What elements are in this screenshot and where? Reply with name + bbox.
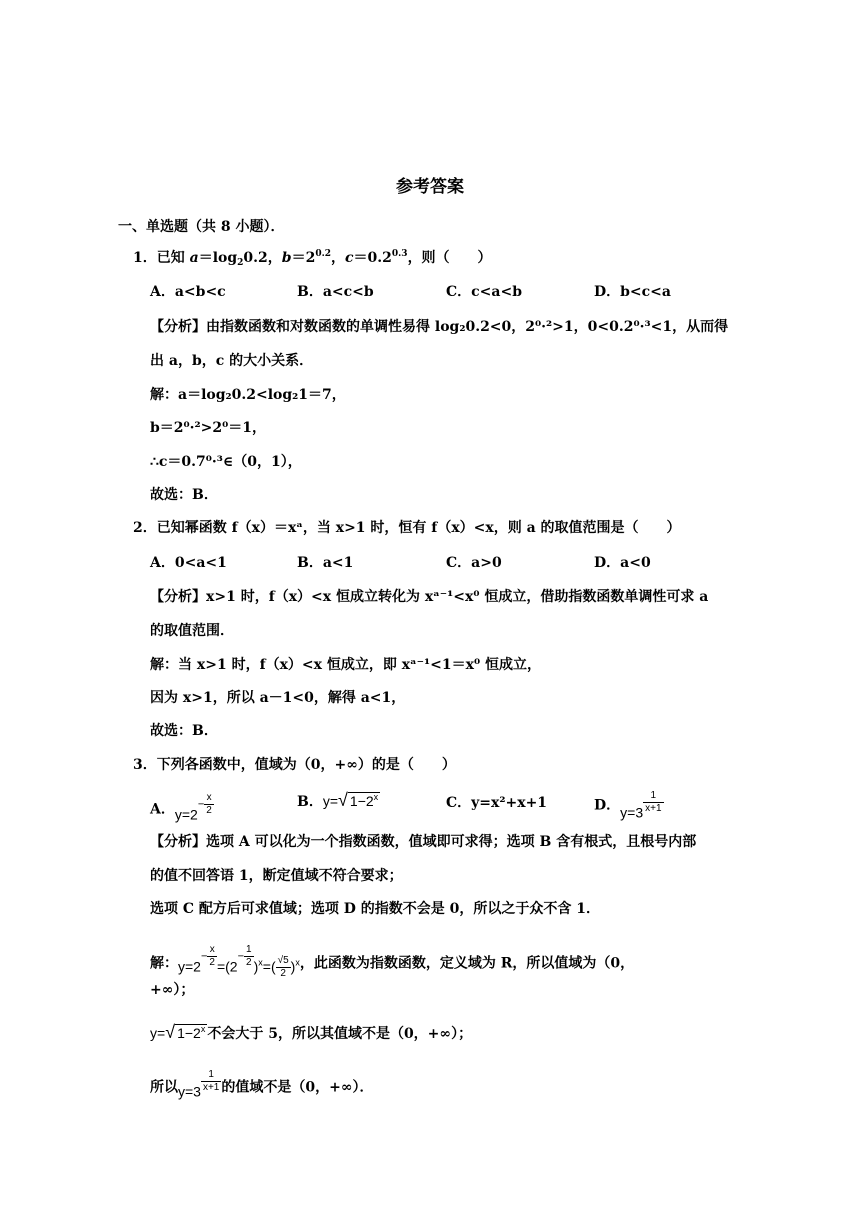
q3-option-b-formula: y=√ $1-2^x$ <box>322 790 379 810</box>
q2-option-a: A．0<a<1 <box>150 555 227 571</box>
q2-analysis-line1: 【分析】x>1 时，f（x）<x 恒成立转化为 xᵃ⁻¹<x⁰ 恒成立，借助指数函数单调性可求 a <box>150 589 709 605</box>
q3-option-a: A．y=2− $\frac{x}{2}$ <box>150 792 212 823</box>
q3-analysis-line1: 【分析】选项 A 可以化为一个指数函数，值域即可求得；选项 B 含有根式，且根号内部 <box>150 834 697 850</box>
q3-solution-formula-a: y=2− $\frac{x}{2}$ =(2− $\frac{1}{2}$ )$^x$=( $\frac{√5}{2}$ )$^x$ <box>178 944 300 980</box>
q2-answer: 故选：B． <box>150 723 218 739</box>
q3-option-d-formula: y=3 $\frac{1}{x+1}$ <box>620 790 662 821</box>
q3-solution-line2: y=√ $1-2^x$ 不会大于 5，所以其值域不是（0，+∞）； <box>150 1022 473 1042</box>
q3-stem: 3．下列各函数中，值域为（0，+∞）的是（ ） <box>133 757 456 773</box>
q2-solution-line2: 因为 x>1，所以 a－1<0，解得 a<1， <box>150 690 406 706</box>
q1-stem: 1．已知 $a=\log_20.2$，$b=2^{0.2}$，$c=0.2^{0.3}$，则（ ） <box>133 249 492 268</box>
q3-solution-line3: 所以y=3 $\frac{1}{x+1}$ 的值域不是（0，+∞）． <box>150 1069 374 1100</box>
q3-option-a-formula: y=2− $\frac{x}{2}$ <box>174 792 212 823</box>
q3-analysis-line3: 选项 C 配方后可求值域；选项 D 的指数不会是 0，所以之于众不含 1． <box>150 901 601 917</box>
q3-solution-formula-b: y=√ $1-2^x$ <box>150 1022 206 1042</box>
q1-option-c: C．c<a<b <box>446 284 522 300</box>
q3-option-d: D．y=3 $\frac{1}{x+1}$ <box>594 790 662 821</box>
section-heading: 一、单选题（共 8 小题）． <box>118 219 285 235</box>
q1-option-d: D．b<c<a <box>594 284 671 300</box>
q2-option-b: B．a<1 <box>297 555 354 571</box>
q1-answer: 故选：B． <box>150 487 218 503</box>
q3-solution-line1: 解：y=2− $\frac{x}{2}$ =(2− $\frac{1}{2}$ )$^x$=( $\frac{√5}{2}$ )$^x$，此函数为指数函数，定义域为 R，所以值域为（0， <box>150 944 635 980</box>
q1-analysis-line2: 出 a，b，c 的大小关系． <box>150 353 314 369</box>
q3-solution-formula-d: y=3 $\frac{1}{x+1}$ <box>178 1069 220 1100</box>
q3-option-b: B．y=√ $1-2^x$ <box>297 790 379 810</box>
q1-solution-line2: b＝2⁰·²>2⁰＝1， <box>150 420 267 436</box>
q2-option-d: D．a<0 <box>594 555 651 571</box>
page-title: 参考答案 <box>396 177 464 197</box>
q3-analysis-line2: 的值不回答语 1，断定值域不符合要求； <box>150 868 403 884</box>
q2-stem: 2．已知幂函数 f（x）＝xᵃ，当 x>1 时，恒有 f（x）<x，则 a 的取值范围是（ ） <box>133 520 681 536</box>
q2-solution-line1: 解：当 x>1 时，f（x）<x 恒成立，即 xᵃ⁻¹<1＝x⁰ 恒成立， <box>150 657 541 673</box>
q1-solution-line3: ∴c＝0.7⁰·³∈（0，1）， <box>150 454 302 470</box>
q1-option-a: A．a<b<c <box>150 284 226 300</box>
q3-solution-line1-cont: +∞）； <box>150 982 195 998</box>
q2-analysis-line2: 的取值范围． <box>150 623 234 639</box>
q1-solution-line1: 解：a＝log₂0.2<log₂1＝7， <box>150 387 346 403</box>
q3-option-c: C．y=x²+x+1 <box>446 795 548 811</box>
q2-option-c: C．a>0 <box>446 555 502 571</box>
q1-analysis-line1: 【分析】由指数函数和对数函数的单调性易得 log₂0.2<0，2⁰·²>1，0<0.2⁰·³<1，从而得 <box>150 319 729 335</box>
q1-option-b: B．a<c<b <box>297 284 374 300</box>
